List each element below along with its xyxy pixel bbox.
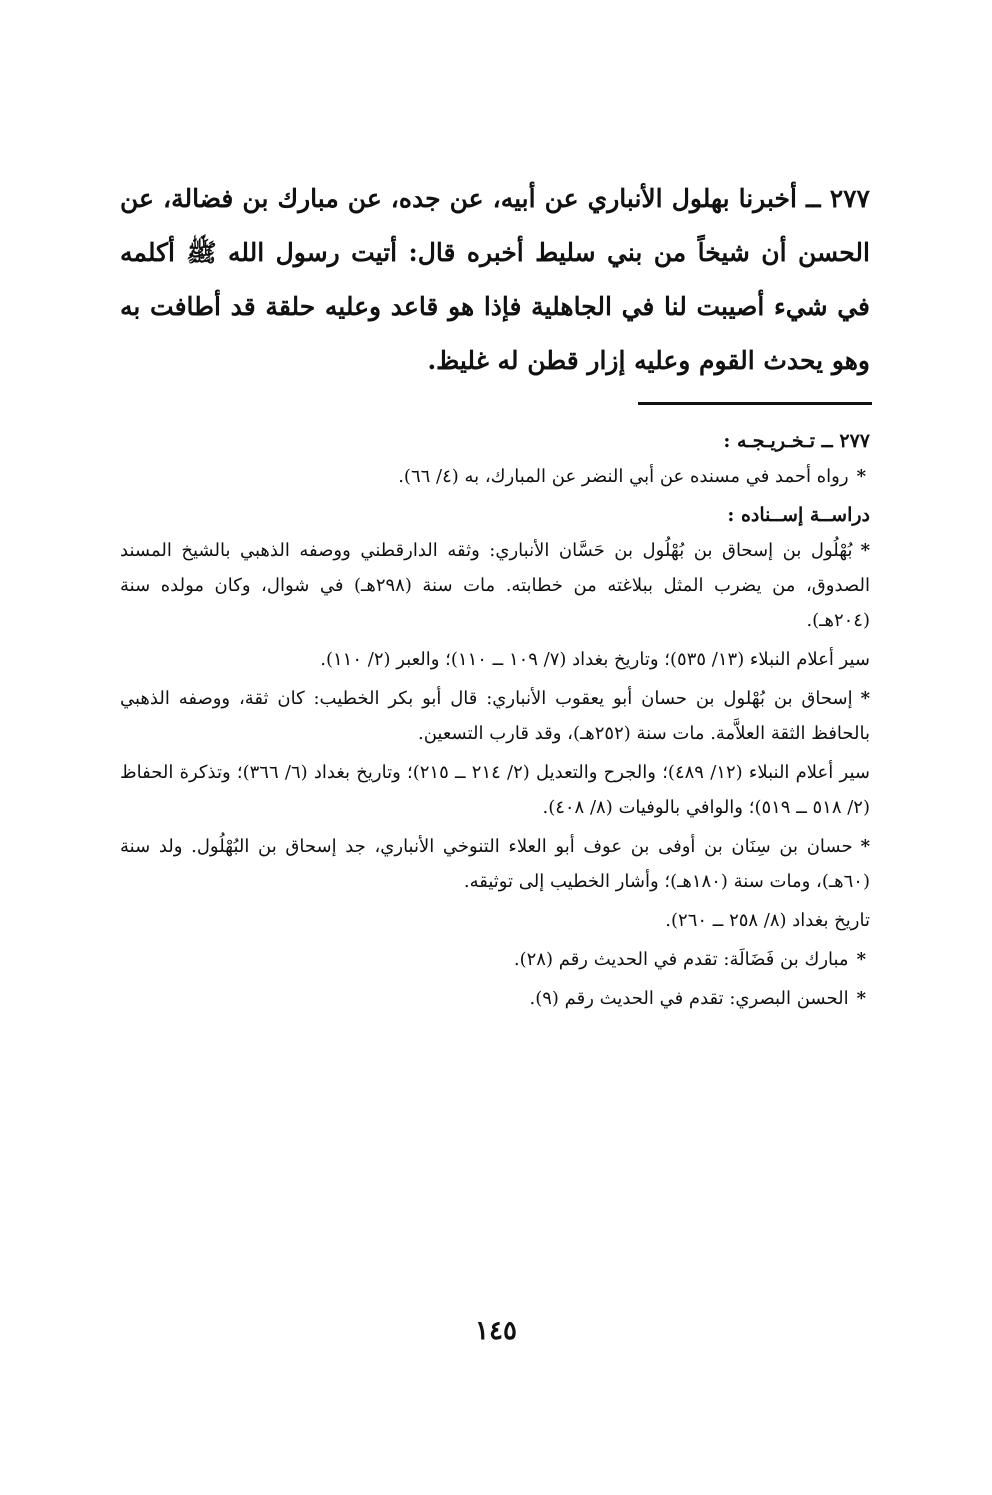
narrator-bio-text: حسان بن سِنَان بن أوفى بن عوف أبو العلاء التنوخي الأنباري، جد إسحاق بن البُهْلُول. ولد سنة (٦٠هـ)، ومات سنة (١٨٠هـ)؛ وأشار الخطيب إلى توثيقه.	[120, 836, 870, 892]
footnote-separator	[638, 402, 872, 405]
footnotes-block	[120, 424, 870, 1020]
narrator-sources: سير أعلام النبلاء (١٢/ ٤٨٩)؛ والجرح والتعديل (٢/ ٢١٤ ــ ٢١٥)؛ وتاريخ بغداد (٦/ ٣٦٦)؛ وتذكرة الحفاظ (٢/ ٥١٨ ــ ٥١٩)؛ والوافي بالوفيات (٨/ ٤٠٨).	[120, 762, 870, 818]
takhrij-heading: ٢٧٧ ــ تـخـريـجـه :	[723, 430, 870, 452]
narrator-bio-text: بُهْلُول بن إسحاق بن بُهْلُول بن حَسَّان الأنباري: وثقه الدارقطني ووصفه الذهبي بالشيخ المسند الصدوق، من يضرب المثل ببلاغته من خطابته. مات سنة (٢٩٨هـ) في شوال، وكان مولده سنة (٢٠٤هـ).	[120, 540, 870, 631]
short-entry-text: مبارك بن فَضَالَة: تقدم في الحديث رقم (٢٨).	[513, 949, 849, 970]
narrator-bio	[120, 681, 870, 751]
narrator-bio-text: إسحاق بن بُهْلول بن حسان أبو يعقوب الأنباري: قال أبو بكر الخطيب: كان ثقة، ووصفه الذهبي بالحافظ الثقة العلاَّمة. مات سنة (٢٥٢هـ)، وقد قارب التسعين.	[120, 688, 870, 744]
takhrij-entry	[120, 459, 870, 494]
isnad-heading: دراســة إســناده :	[727, 504, 870, 526]
bullet-star: *	[856, 988, 866, 1009]
bullet-star: *	[860, 836, 870, 857]
hadith-paragraph: ٢٧٧ ــ أخبرنا بهلول الأنباري عن أبيه، عن جده، عن مبارك بن فضالة، عن الحسن أن شيخاً من بني سليط أخبره قال: أتيت رسول الله ﷺ أكلمه في شيء أصيبت لنا في الجاهلية فإذا هو قاعد وعليه حلقة قد أطافت به وهو يحدث القوم وعليه إزار قطن له غليظ.	[120, 184, 870, 375]
narrator-bio	[120, 533, 870, 638]
page-number: ١٤٥	[475, 1316, 517, 1346]
hadith-text-block	[120, 172, 870, 388]
narrator-short-entry	[120, 942, 870, 977]
bullet-star: *	[860, 688, 870, 709]
short-entry-text: الحسن البصري: تقدم في الحديث رقم (٩).	[529, 988, 849, 1009]
narrator-sources: تاريخ بغداد (٨/ ٢٥٨ ــ ٢٦٠).	[665, 910, 870, 931]
bullet-star: *	[856, 466, 866, 487]
narrator-short-entry	[120, 981, 870, 1016]
bullet-star: *	[856, 949, 866, 970]
bullet-star: *	[860, 540, 870, 561]
takhrij-text: رواه أحمد في مسنده عن أبي النضر عن المبارك، به (٤/ ٦٦).	[398, 466, 849, 487]
narrator-bio	[120, 829, 870, 899]
narrator-sources: سير أعلام النبلاء (١٣/ ٥٣٥)؛ وتاريخ بغداد (٧/ ١٠٩ ــ ١١٠)؛ والعبر (٢/ ١١٠).	[320, 649, 870, 670]
